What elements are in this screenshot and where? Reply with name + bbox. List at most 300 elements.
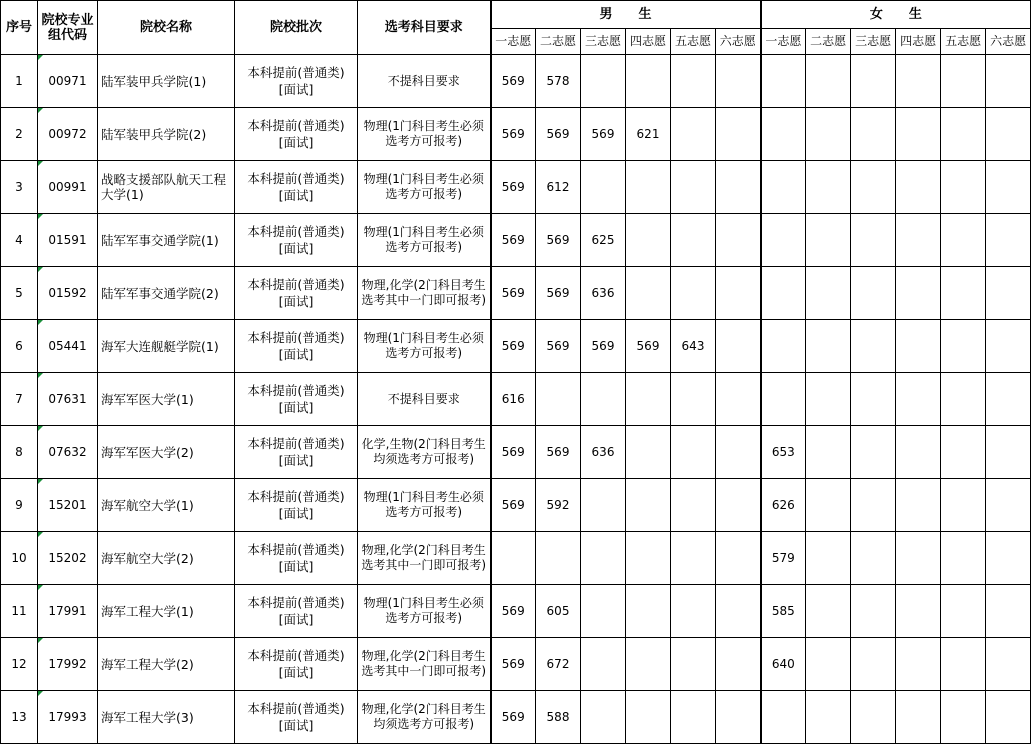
- male-score-1: 569: [491, 691, 536, 744]
- male-choice-header-5: 五志愿: [671, 29, 716, 55]
- female-choice-header-5: 五志愿: [941, 29, 986, 55]
- female-score-1: 585: [761, 585, 806, 638]
- batch-cell: [235, 638, 358, 691]
- female-score-1: [761, 267, 806, 320]
- female-score-2: [806, 373, 851, 426]
- female-score-3: [851, 479, 896, 532]
- female-score-6: [986, 691, 1031, 744]
- male-score-5: [671, 267, 716, 320]
- female-score-5: [941, 638, 986, 691]
- cell-note-marker-icon: [38, 532, 43, 537]
- code-cell: [38, 585, 98, 638]
- code-cell: [38, 55, 98, 108]
- code-text: 15201: [48, 497, 87, 512]
- batch-interview-note: [面试]: [278, 241, 314, 256]
- batch-type: 本科提前(普通类): [247, 648, 345, 663]
- female-score-3: [851, 214, 896, 267]
- subject-requirement-cell: 不提科目要求: [358, 373, 491, 426]
- header-female: 女 生: [761, 1, 1031, 29]
- female-choice-header-6: 六志愿: [986, 29, 1031, 55]
- female-score-4: [896, 161, 941, 214]
- school-name-cell: 海军工程大学(2): [98, 638, 235, 691]
- male-score-6: [716, 585, 761, 638]
- header-seq: 序号: [1, 1, 38, 55]
- female-score-5: [941, 267, 986, 320]
- male-score-6: [716, 691, 761, 744]
- female-score-5: [941, 426, 986, 479]
- code-cell: [38, 479, 98, 532]
- school-name-cell: 海军工程大学(3): [98, 691, 235, 744]
- male-score-2: 578: [536, 55, 581, 108]
- female-score-5: [941, 373, 986, 426]
- header-school-name: 院校名称: [98, 1, 235, 55]
- cell-note-marker-icon: [38, 55, 43, 60]
- male-score-6: [716, 426, 761, 479]
- seq-cell: 8: [1, 426, 38, 479]
- female-score-2: [806, 161, 851, 214]
- seq-cell: 11: [1, 585, 38, 638]
- female-score-6: [986, 479, 1031, 532]
- batch-interview-note: [面试]: [278, 347, 314, 362]
- female-choice-header-3: 三志愿: [851, 29, 896, 55]
- code-text: 15202: [48, 550, 87, 565]
- subject-requirement-cell: 物理(1门科目考生必须选考方可报考): [358, 214, 491, 267]
- batch-type: 本科提前(普通类): [247, 118, 345, 133]
- female-score-3: [851, 532, 896, 585]
- code-text: 00991: [48, 179, 87, 194]
- male-score-2: 612: [536, 161, 581, 214]
- female-score-1: 579: [761, 532, 806, 585]
- female-score-3: [851, 691, 896, 744]
- batch-interview-note: [面试]: [278, 453, 314, 468]
- subject-requirement-cell: 不提科目要求: [358, 55, 491, 108]
- male-score-2: 569: [536, 108, 581, 161]
- female-score-4: [896, 691, 941, 744]
- seq-cell: 13: [1, 691, 38, 744]
- male-score-2: 569: [536, 267, 581, 320]
- female-score-2: [806, 426, 851, 479]
- batch-cell: [235, 267, 358, 320]
- male-score-3: [581, 479, 626, 532]
- male-score-6: [716, 373, 761, 426]
- female-choice-header-4: 四志愿: [896, 29, 941, 55]
- header-male: 男 生: [491, 1, 761, 29]
- code-cell: [38, 108, 98, 161]
- table-row: [1, 532, 1031, 585]
- male-score-6: [716, 638, 761, 691]
- female-score-3: [851, 108, 896, 161]
- male-score-3: [581, 373, 626, 426]
- male-score-1: 569: [491, 55, 536, 108]
- seq-cell: 5: [1, 267, 38, 320]
- code-cell: [38, 320, 98, 373]
- seq-cell: 6: [1, 320, 38, 373]
- male-score-6: [716, 108, 761, 161]
- code-text: 17992: [48, 656, 87, 671]
- male-score-4: [626, 691, 671, 744]
- male-score-5: [671, 585, 716, 638]
- school-name-cell: 陆军军事交通学院(2): [98, 267, 235, 320]
- male-score-5: [671, 55, 716, 108]
- batch-cell: [235, 320, 358, 373]
- male-score-3: 636: [581, 426, 626, 479]
- male-score-1: 616: [491, 373, 536, 426]
- batch-type: 本科提前(普通类): [247, 383, 345, 398]
- male-score-2: [536, 532, 581, 585]
- female-score-2: [806, 214, 851, 267]
- code-text: 17991: [48, 603, 87, 618]
- female-score-4: [896, 55, 941, 108]
- female-score-6: [986, 426, 1031, 479]
- table-row: [1, 267, 1031, 320]
- seq-cell: 12: [1, 638, 38, 691]
- school-name-cell: 海军工程大学(1): [98, 585, 235, 638]
- code-cell: [38, 267, 98, 320]
- female-score-2: [806, 638, 851, 691]
- female-score-5: [941, 585, 986, 638]
- batch-type: 本科提前(普通类): [247, 171, 345, 186]
- female-score-6: [986, 373, 1031, 426]
- table-row: [1, 691, 1031, 744]
- female-score-4: [896, 267, 941, 320]
- female-score-1: [761, 691, 806, 744]
- batch-interview-note: [面试]: [278, 612, 314, 627]
- female-score-6: [986, 267, 1031, 320]
- female-score-3: [851, 161, 896, 214]
- seq-cell: 4: [1, 214, 38, 267]
- subject-requirement-cell: 物理(1门科目考生必须选考方可报考): [358, 108, 491, 161]
- male-score-5: [671, 479, 716, 532]
- female-score-2: [806, 691, 851, 744]
- code-cell: [38, 691, 98, 744]
- batch-cell: [235, 585, 358, 638]
- male-score-4: [626, 585, 671, 638]
- seq-cell: 7: [1, 373, 38, 426]
- female-score-1: 640: [761, 638, 806, 691]
- subject-requirement-cell: 物理(1门科目考生必须选考方可报考): [358, 479, 491, 532]
- batch-cell: [235, 55, 358, 108]
- female-score-4: [896, 108, 941, 161]
- subject-requirement-cell: 物理,化学(2门科目考生选考其中一门即可报考): [358, 532, 491, 585]
- female-score-6: [986, 585, 1031, 638]
- female-score-3: [851, 638, 896, 691]
- code-text: 07631: [48, 391, 87, 406]
- cell-note-marker-icon: [38, 585, 43, 590]
- female-score-5: [941, 479, 986, 532]
- male-score-2: 569: [536, 214, 581, 267]
- cell-note-marker-icon: [38, 426, 43, 431]
- cell-note-marker-icon: [38, 479, 43, 484]
- female-score-2: [806, 585, 851, 638]
- male-choice-header-4: 四志愿: [626, 29, 671, 55]
- female-score-4: [896, 532, 941, 585]
- male-score-5: [671, 691, 716, 744]
- code-cell: [38, 426, 98, 479]
- school-name-cell: 战略支援部队航天工程大学(1): [98, 161, 235, 214]
- subject-requirement-cell: 物理,化学(2门科目考生选考其中一门即可报考): [358, 638, 491, 691]
- male-score-3: 569: [581, 320, 626, 373]
- female-score-6: [986, 55, 1031, 108]
- female-score-5: [941, 532, 986, 585]
- female-score-1: [761, 214, 806, 267]
- male-score-3: 625: [581, 214, 626, 267]
- male-score-5: [671, 532, 716, 585]
- seq-cell: 3: [1, 161, 38, 214]
- female-score-3: [851, 585, 896, 638]
- male-score-3: [581, 161, 626, 214]
- male-score-6: [716, 267, 761, 320]
- male-score-5: [671, 108, 716, 161]
- school-name-cell: 陆军装甲兵学院(2): [98, 108, 235, 161]
- female-score-4: [896, 373, 941, 426]
- school-name-cell: 海军军医大学(2): [98, 426, 235, 479]
- batch-type: 本科提前(普通类): [247, 701, 345, 716]
- female-score-2: [806, 532, 851, 585]
- school-name-cell: 陆军军事交通学院(1): [98, 214, 235, 267]
- school-name-cell: 海军航空大学(2): [98, 532, 235, 585]
- code-cell: [38, 373, 98, 426]
- table-row: [1, 479, 1031, 532]
- male-score-6: [716, 320, 761, 373]
- female-score-2: [806, 479, 851, 532]
- male-score-1: [491, 532, 536, 585]
- male-score-4: [626, 55, 671, 108]
- cell-note-marker-icon: [38, 691, 43, 696]
- school-name-cell: 海军军医大学(1): [98, 373, 235, 426]
- header-code: 院校专业组代码: [38, 1, 98, 55]
- male-choice-header-2: 二志愿: [536, 29, 581, 55]
- female-score-2: [806, 108, 851, 161]
- seq-cell: 10: [1, 532, 38, 585]
- code-text: 17993: [48, 709, 87, 724]
- male-score-3: [581, 532, 626, 585]
- table-row: [1, 638, 1031, 691]
- male-score-6: [716, 214, 761, 267]
- male-score-5: [671, 426, 716, 479]
- male-score-1: 569: [491, 161, 536, 214]
- batch-interview-note: [面试]: [278, 559, 314, 574]
- male-score-6: [716, 55, 761, 108]
- female-score-2: [806, 320, 851, 373]
- male-score-1: 569: [491, 585, 536, 638]
- cell-note-marker-icon: [38, 638, 43, 643]
- female-score-5: [941, 161, 986, 214]
- male-score-4: 621: [626, 108, 671, 161]
- subject-requirement-cell: 物理(1门科目考生必须选考方可报考): [358, 585, 491, 638]
- school-name-cell: 陆军装甲兵学院(1): [98, 55, 235, 108]
- table-row: [1, 55, 1031, 108]
- male-score-1: 569: [491, 320, 536, 373]
- batch-interview-note: [面试]: [278, 400, 314, 415]
- table-row: [1, 320, 1031, 373]
- subject-requirement-cell: 物理(1门科目考生必须选考方可报考): [358, 320, 491, 373]
- male-score-3: [581, 55, 626, 108]
- code-text: 01592: [48, 285, 87, 300]
- female-score-2: [806, 267, 851, 320]
- batch-interview-note: [面试]: [278, 294, 314, 309]
- male-score-4: [626, 214, 671, 267]
- batch-type: 本科提前(普通类): [247, 330, 345, 345]
- male-score-2: 569: [536, 426, 581, 479]
- female-score-6: [986, 214, 1031, 267]
- male-score-5: [671, 373, 716, 426]
- cell-note-marker-icon: [38, 320, 43, 325]
- male-score-2: 588: [536, 691, 581, 744]
- female-score-6: [986, 108, 1031, 161]
- female-score-3: [851, 320, 896, 373]
- male-score-3: [581, 638, 626, 691]
- code-text: 05441: [48, 338, 87, 353]
- male-score-2: 569: [536, 320, 581, 373]
- female-score-6: [986, 161, 1031, 214]
- female-choice-header-1: 一志愿: [761, 29, 806, 55]
- code-cell: [38, 638, 98, 691]
- batch-type: 本科提前(普通类): [247, 542, 345, 557]
- female-score-4: [896, 426, 941, 479]
- male-score-1: 569: [491, 214, 536, 267]
- batch-interview-note: [面试]: [278, 665, 314, 680]
- male-score-5: [671, 638, 716, 691]
- cell-note-marker-icon: [38, 108, 43, 113]
- female-score-3: [851, 55, 896, 108]
- male-score-5: [671, 161, 716, 214]
- table-row: [1, 161, 1031, 214]
- batch-type: 本科提前(普通类): [247, 489, 345, 504]
- female-score-1: 653: [761, 426, 806, 479]
- batch-interview-note: [面试]: [278, 188, 314, 203]
- male-score-4: [626, 426, 671, 479]
- male-score-3: [581, 585, 626, 638]
- batch-interview-note: [面试]: [278, 718, 314, 733]
- female-score-3: [851, 267, 896, 320]
- table-row: [1, 585, 1031, 638]
- subject-requirement-cell: 物理,化学(2门科目考生选考其中一门即可报考): [358, 267, 491, 320]
- code-text: 07632: [48, 444, 87, 459]
- female-score-5: [941, 691, 986, 744]
- subject-requirement-cell: 化学,生物(2门科目考生均须选考方可报考): [358, 426, 491, 479]
- male-score-2: 592: [536, 479, 581, 532]
- subject-requirement-cell: 物理,化学(2门科目考生均须选考方可报考): [358, 691, 491, 744]
- male-score-4: [626, 267, 671, 320]
- seq-cell: 1: [1, 55, 38, 108]
- cell-note-marker-icon: [38, 267, 43, 272]
- batch-cell: [235, 108, 358, 161]
- female-score-5: [941, 320, 986, 373]
- subject-requirement-cell: 物理(1门科目考生必须选考方可报考): [358, 161, 491, 214]
- cell-note-marker-icon: [38, 373, 43, 378]
- female-score-4: [896, 638, 941, 691]
- batch-interview-note: [面试]: [278, 135, 314, 150]
- male-score-4: [626, 373, 671, 426]
- batch-type: 本科提前(普通类): [247, 224, 345, 239]
- school-name-cell: 海军大连舰艇学院(1): [98, 320, 235, 373]
- school-name-cell: 海军航空大学(1): [98, 479, 235, 532]
- seq-cell: 9: [1, 479, 38, 532]
- male-choice-header-3: 三志愿: [581, 29, 626, 55]
- male-score-4: [626, 161, 671, 214]
- header-subject-requirement: 选考科目要求: [358, 1, 491, 55]
- male-score-3: 569: [581, 108, 626, 161]
- male-score-4: 569: [626, 320, 671, 373]
- cell-note-marker-icon: [38, 161, 43, 166]
- female-score-1: 626: [761, 479, 806, 532]
- female-score-4: [896, 479, 941, 532]
- batch-interview-note: [面试]: [278, 82, 314, 97]
- male-score-6: [716, 532, 761, 585]
- batch-cell: [235, 691, 358, 744]
- male-score-1: 569: [491, 267, 536, 320]
- male-score-3: [581, 691, 626, 744]
- female-score-1: [761, 108, 806, 161]
- male-score-2: 672: [536, 638, 581, 691]
- table-row: [1, 108, 1031, 161]
- batch-cell: [235, 532, 358, 585]
- code-cell: [38, 161, 98, 214]
- female-score-6: [986, 320, 1031, 373]
- batch-cell: [235, 373, 358, 426]
- female-score-4: [896, 585, 941, 638]
- code-cell: [38, 214, 98, 267]
- male-score-5: [671, 214, 716, 267]
- code-text: 00972: [48, 126, 87, 141]
- male-score-1: 569: [491, 108, 536, 161]
- female-score-5: [941, 55, 986, 108]
- table-row: [1, 373, 1031, 426]
- batch-interview-note: [面试]: [278, 506, 314, 521]
- female-score-5: [941, 214, 986, 267]
- male-score-4: [626, 479, 671, 532]
- cell-note-marker-icon: [38, 214, 43, 219]
- male-score-1: 569: [491, 479, 536, 532]
- female-score-1: [761, 161, 806, 214]
- table-row: [1, 426, 1031, 479]
- female-score-4: [896, 320, 941, 373]
- female-score-4: [896, 214, 941, 267]
- male-score-2: [536, 373, 581, 426]
- table-row: [1, 214, 1031, 267]
- female-score-5: [941, 108, 986, 161]
- male-score-2: 605: [536, 585, 581, 638]
- batch-type: 本科提前(普通类): [247, 595, 345, 610]
- male-score-6: [716, 161, 761, 214]
- male-score-5: 643: [671, 320, 716, 373]
- female-score-2: [806, 55, 851, 108]
- header-batch: 院校批次: [235, 1, 358, 55]
- code-cell: [38, 532, 98, 585]
- seq-cell: 2: [1, 108, 38, 161]
- female-score-3: [851, 426, 896, 479]
- batch-cell: [235, 214, 358, 267]
- male-score-6: [716, 479, 761, 532]
- batch-cell: [235, 426, 358, 479]
- batch-cell: [235, 479, 358, 532]
- female-score-6: [986, 532, 1031, 585]
- batch-type: 本科提前(普通类): [247, 277, 345, 292]
- code-text: 01591: [48, 232, 87, 247]
- male-choice-header-1: 一志愿: [491, 29, 536, 55]
- female-score-1: [761, 373, 806, 426]
- batch-cell: [235, 161, 358, 214]
- female-score-3: [851, 373, 896, 426]
- code-text: 00971: [48, 73, 87, 88]
- male-score-4: [626, 638, 671, 691]
- male-score-1: 569: [491, 426, 536, 479]
- female-score-6: [986, 638, 1031, 691]
- female-score-1: [761, 320, 806, 373]
- male-score-1: 569: [491, 638, 536, 691]
- female-choice-header-2: 二志愿: [806, 29, 851, 55]
- batch-type: 本科提前(普通类): [247, 436, 345, 451]
